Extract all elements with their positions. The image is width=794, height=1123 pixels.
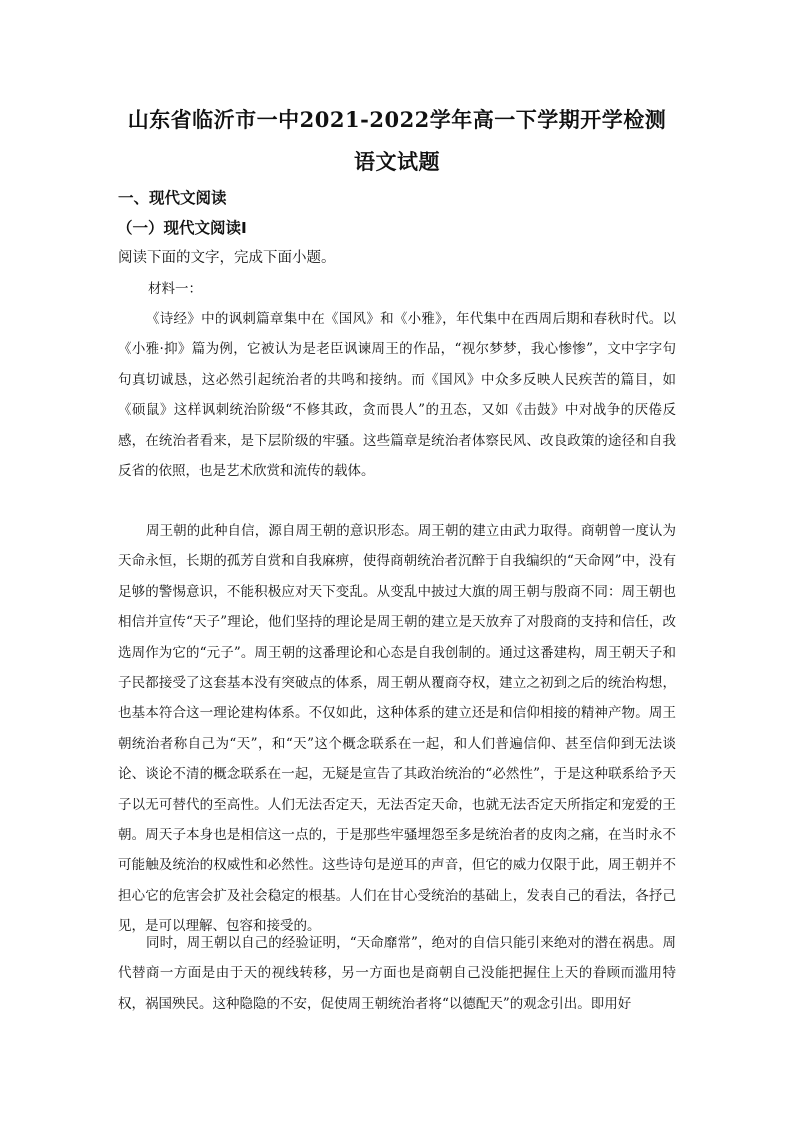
material-label: 材料一：	[148, 281, 202, 297]
material-paragraph-3: 同时，周王朝以自己的经验证明，“天命靡常”，绝对的自信只能引来绝对的潜在祸患。周代替商一方面是由于天的视线转移，另一方面也是商朝自己没能把握住上天的眷顾而滥用特权，祸国殃民。这种隐隐的不安，促使周王朝统治者将“以德配天”的观念引出。即用好	[118, 935, 676, 1012]
subsection-heading: （一）现代文阅读Ⅰ	[117, 219, 247, 237]
material-paragraph-2: 周王朝的此种自信，源自周王朝的意识形态。周王朝的建立由武力取得。商朝曾一度认为天命永恒，长期的孤芳自赏和自我麻痹，使得商朝统治者沉醉于自我编织的“天命网”中，没有足够的警惕意识，不能积极应对天下变乱。从变乱中披过大旗的周王朝与殷商不同：周王朝也相信并宣传“天子”理论，他们坚持的理论是周王朝的建立是天放弃了对殷商的支持和信任，改选周作为它的“元子”。周王朝的这番理论和心态是自我创制的。通过这番建构，周王朝天子和子民都接受了这套基本没有突破点的体系，周王朝从覆商夺权，建立之初到之后的统治构想，也基本符合这一理论建构体系。不仅如此，这种体系的建立还是和信仰相接的精神产物。周王朝统治者称自己为“天”，和“天”这个概念联系在一起，和人们普遍信仰、甚至信仰到无法谈论、谈论不清的概念联系在一起，无疑是宣告了其政治统治的“必然性”，于是这种联系给予天子以无可替代的至高性。人们无法否定天，无法否定天命，也就无法否定天所指定和宠爱的王朝。周天子本身也是相信这一点的，于是那些牢骚埋怨至多是统治者的皮肉之痛，在当时永不可能触及统治的权威性和必然性。这些诗句是逆耳的声音，但它的威力仅限于此，周王朝并不担心它的危害会扩及社会稳定的根基。人们在甘心受统治的基础上，发表自己的看法，各抒己见，是可以理解、包容和接受的。	[118, 523, 676, 935]
reading-instruction: 阅读下面的文字，完成下面小题。	[118, 250, 336, 266]
document-subtitle: 语文试题	[354, 149, 440, 174]
material-paragraph-1: 《诗经》中的讽刺篇章集中在《国风》和《小雅》，年代集中在西周后期和春秋时代。以《小雅·抑》篇为例，它被认为是老臣讽谏周王的作品，“视尔梦梦，我心惨惨”，文中字字句句真切诚恳，这必然引起统治者的共鸣和接纳。而《国风》中众多反映人民疾苦的篇目，如《硕鼠》这样讽刺统治阶级“不修其政，贪而畏人”的丑态，又如《击鼓》中对战争的厌倦反感，在统治者看来，是下层阶级的牢骚。这些篇章是统治者体察民风、改良政策的途径和自我反省的依照，也是艺术欣赏和流传的载体。	[118, 311, 676, 480]
document-title: 山东省临沂市一中2021-2022学年高一下学期开学检测	[127, 107, 667, 132]
section-heading: 一、现代文阅读	[118, 189, 227, 207]
